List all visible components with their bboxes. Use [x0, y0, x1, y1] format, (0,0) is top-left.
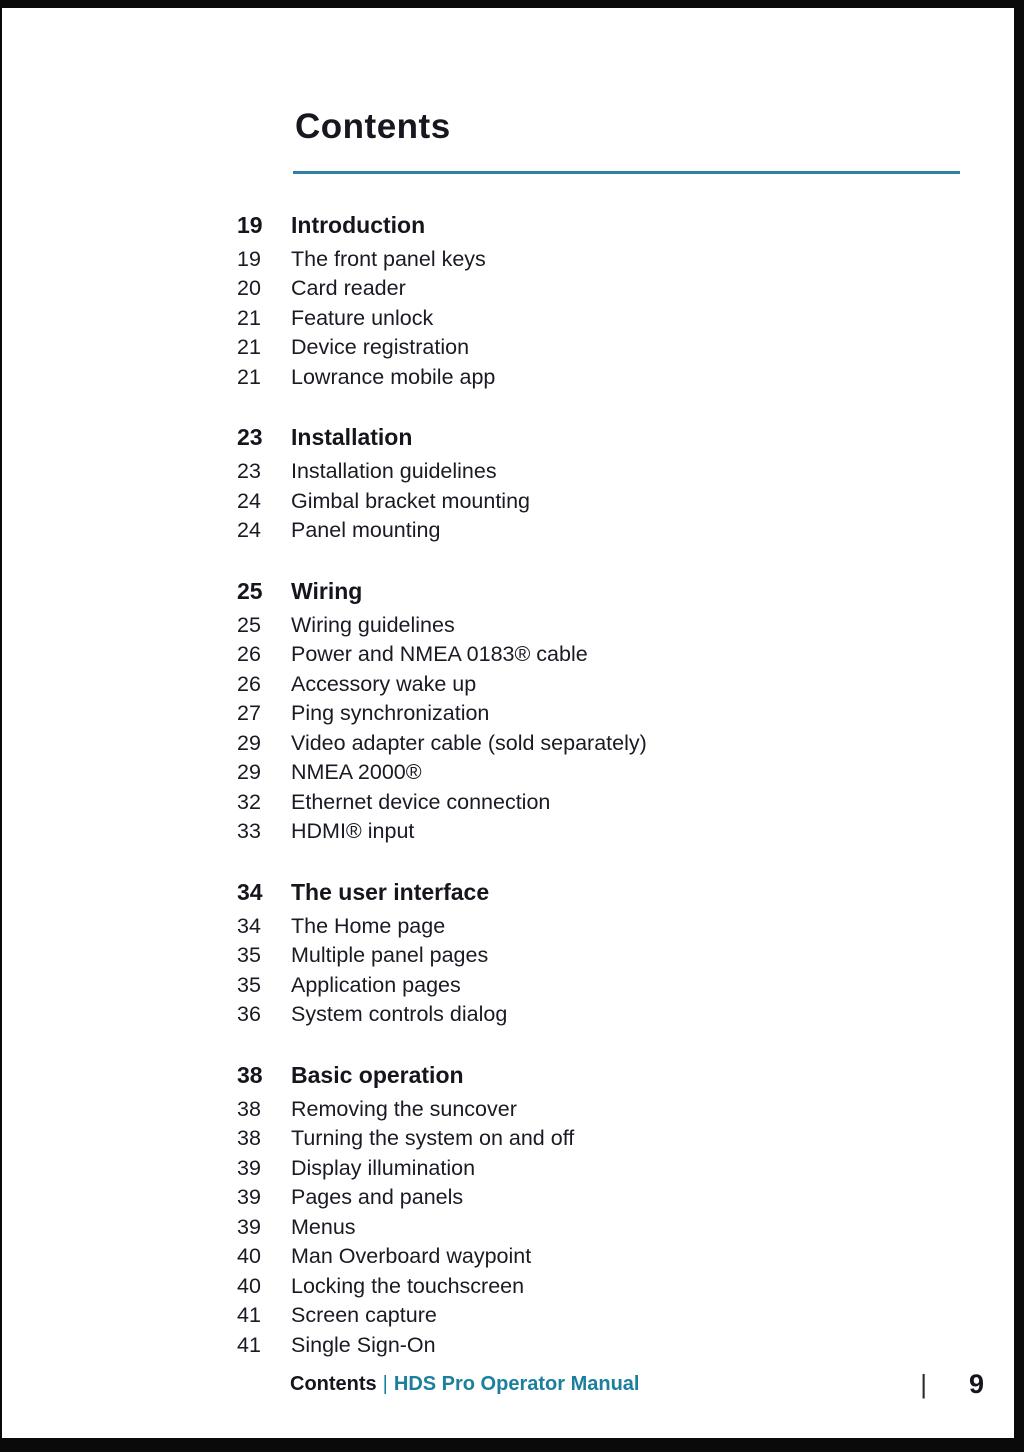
- toc-entry: [237, 670, 1014, 700]
- entry-title: Installation guidelines: [291, 459, 497, 484]
- section-title: The user interface: [291, 878, 490, 905]
- toc-entry: [237, 758, 1014, 788]
- entry-page-number: 29: [237, 730, 261, 755]
- toc-entry: [237, 516, 1014, 546]
- toc-entry: [237, 941, 1014, 971]
- toc-entry: [237, 971, 1014, 1001]
- entry-title: Screen capture: [291, 1303, 437, 1328]
- entry-page-number: 23: [237, 459, 261, 484]
- toc-section: [237, 1060, 1014, 1361]
- toc-entry: [237, 487, 1014, 517]
- entry-page-number: 20: [237, 276, 261, 301]
- entry-title: System controls dialog: [291, 1002, 508, 1027]
- entry-title: The Home page: [291, 913, 446, 938]
- entry-page-number: 26: [237, 671, 261, 696]
- toc-section-header: [237, 422, 1014, 452]
- section-title: Wiring: [291, 577, 363, 604]
- document-page: [2, 8, 1014, 1438]
- entry-page-number: 26: [237, 642, 261, 667]
- entry-page-number: 27: [237, 701, 261, 726]
- toc-section-header: [237, 1060, 1014, 1090]
- toc-entry: [237, 274, 1014, 304]
- entry-page-number: 36: [237, 1002, 261, 1027]
- toc-section: [237, 576, 1014, 847]
- entry-title: Pages and panels: [291, 1185, 464, 1210]
- toc-entry: [237, 640, 1014, 670]
- section-title: Basic operation: [291, 1061, 464, 1088]
- toc-section-header: [237, 576, 1014, 606]
- entry-page-number: 35: [237, 943, 261, 968]
- toc-entry: [237, 1095, 1014, 1125]
- entry-page-number: 39: [237, 1214, 261, 1239]
- entry-title: Feature unlock: [291, 305, 434, 330]
- entry-title: HDMI® input: [291, 819, 415, 844]
- title-underline: [293, 171, 960, 174]
- entry-page-number: 39: [237, 1155, 261, 1180]
- footer-section-label: Contents: [290, 1373, 377, 1395]
- toc-entry: [237, 245, 1014, 275]
- entry-title: Removing the suncover: [291, 1096, 517, 1121]
- entry-title: Ethernet device connection: [291, 789, 551, 814]
- section-title: Introduction: [291, 211, 426, 238]
- toc-entry: [237, 1154, 1014, 1184]
- entry-page-number: 40: [237, 1244, 261, 1269]
- entry-page-number: 21: [237, 364, 261, 389]
- entry-page-number: 24: [237, 518, 261, 543]
- toc-section: [237, 422, 1014, 546]
- toc-entry: [237, 333, 1014, 363]
- entry-title: Wiring guidelines: [291, 612, 455, 637]
- entry-title: Application pages: [291, 972, 461, 997]
- footer-breadcrumb: [290, 1373, 639, 1396]
- entry-title: Card reader: [291, 276, 406, 301]
- toc-entry: [237, 1242, 1014, 1272]
- entry-page-number: 41: [237, 1303, 261, 1328]
- section-page-number: 23: [237, 424, 263, 451]
- entry-page-number: 40: [237, 1273, 261, 1298]
- toc-entry: [237, 611, 1014, 641]
- toc-entry: [237, 1331, 1014, 1361]
- toc-entry: [237, 699, 1014, 729]
- entry-title: Display illumination: [291, 1155, 476, 1180]
- entry-title: Single Sign-On: [291, 1332, 436, 1357]
- entry-title: The front panel keys: [291, 246, 486, 271]
- table-of-contents: [237, 210, 1014, 1361]
- entry-title: Turning the system on and off: [291, 1126, 575, 1151]
- toc-section-header: [237, 210, 1014, 240]
- entry-title: Device registration: [291, 335, 470, 360]
- toc-entry: [237, 729, 1014, 759]
- entry-title: Panel mounting: [291, 518, 441, 543]
- toc-entry: [237, 1124, 1014, 1154]
- section-title: Installation: [291, 424, 413, 451]
- footer-page-indicator: [920, 1369, 984, 1400]
- entry-page-number: 38: [237, 1126, 261, 1151]
- section-page-number: 34: [237, 878, 263, 905]
- footer-manual-title: HDS Pro Operator Manual: [393, 1373, 640, 1395]
- toc-entry: [237, 1183, 1014, 1213]
- entry-title: Power and NMEA 0183® cable: [291, 642, 588, 667]
- toc-entry: [237, 1213, 1014, 1243]
- entry-title: Accessory wake up: [291, 671, 477, 696]
- entry-page-number: 41: [237, 1332, 261, 1357]
- toc-entry: [237, 1000, 1014, 1030]
- entry-title: Lowrance mobile app: [291, 364, 496, 389]
- toc-entry: [237, 363, 1014, 393]
- toc-section-header: [237, 877, 1014, 907]
- entry-page-number: 39: [237, 1185, 261, 1210]
- entry-title: Multiple panel pages: [291, 943, 489, 968]
- page-title: Contents: [295, 107, 451, 147]
- entry-page-number: 25: [237, 612, 261, 637]
- entry-title: NMEA 2000®: [291, 760, 422, 785]
- section-page-number: 19: [237, 211, 263, 238]
- toc-entry: [237, 912, 1014, 942]
- toc-entry: [237, 788, 1014, 818]
- toc-entry: [237, 817, 1014, 847]
- toc-entry: [237, 457, 1014, 487]
- entry-page-number: 19: [237, 246, 261, 271]
- footer-separator: |: [382, 1373, 388, 1395]
- entry-page-number: 24: [237, 488, 261, 513]
- section-page-number: 25: [237, 577, 263, 604]
- entry-page-number: 32: [237, 789, 261, 814]
- toc-entry: [237, 1301, 1014, 1331]
- page-content: [2, 8, 1014, 1360]
- entry-page-number: 21: [237, 305, 261, 330]
- toc-section: [237, 877, 1014, 1030]
- section-page-number: 38: [237, 1061, 263, 1088]
- toc-section: [237, 210, 1014, 393]
- entry-title: Locking the touchscreen: [291, 1273, 525, 1298]
- toc-entry: [237, 304, 1014, 334]
- entry-title: Video adapter cable (sold separately): [291, 730, 647, 755]
- entry-title: Menus: [291, 1214, 356, 1239]
- entry-title: Man Overboard waypoint: [291, 1244, 532, 1269]
- entry-page-number: 33: [237, 819, 261, 844]
- footer-page-number: 9: [968, 1369, 984, 1399]
- entry-title: Gimbal bracket mounting: [291, 488, 530, 513]
- entry-page-number: 38: [237, 1096, 261, 1121]
- footer-page-bar: |: [920, 1369, 927, 1399]
- toc-entry: [237, 1272, 1014, 1302]
- entry-title: Ping synchronization: [291, 701, 490, 726]
- entry-page-number: 35: [237, 972, 261, 997]
- entry-page-number: 21: [237, 335, 261, 360]
- entry-page-number: 29: [237, 760, 261, 785]
- entry-page-number: 34: [237, 913, 261, 938]
